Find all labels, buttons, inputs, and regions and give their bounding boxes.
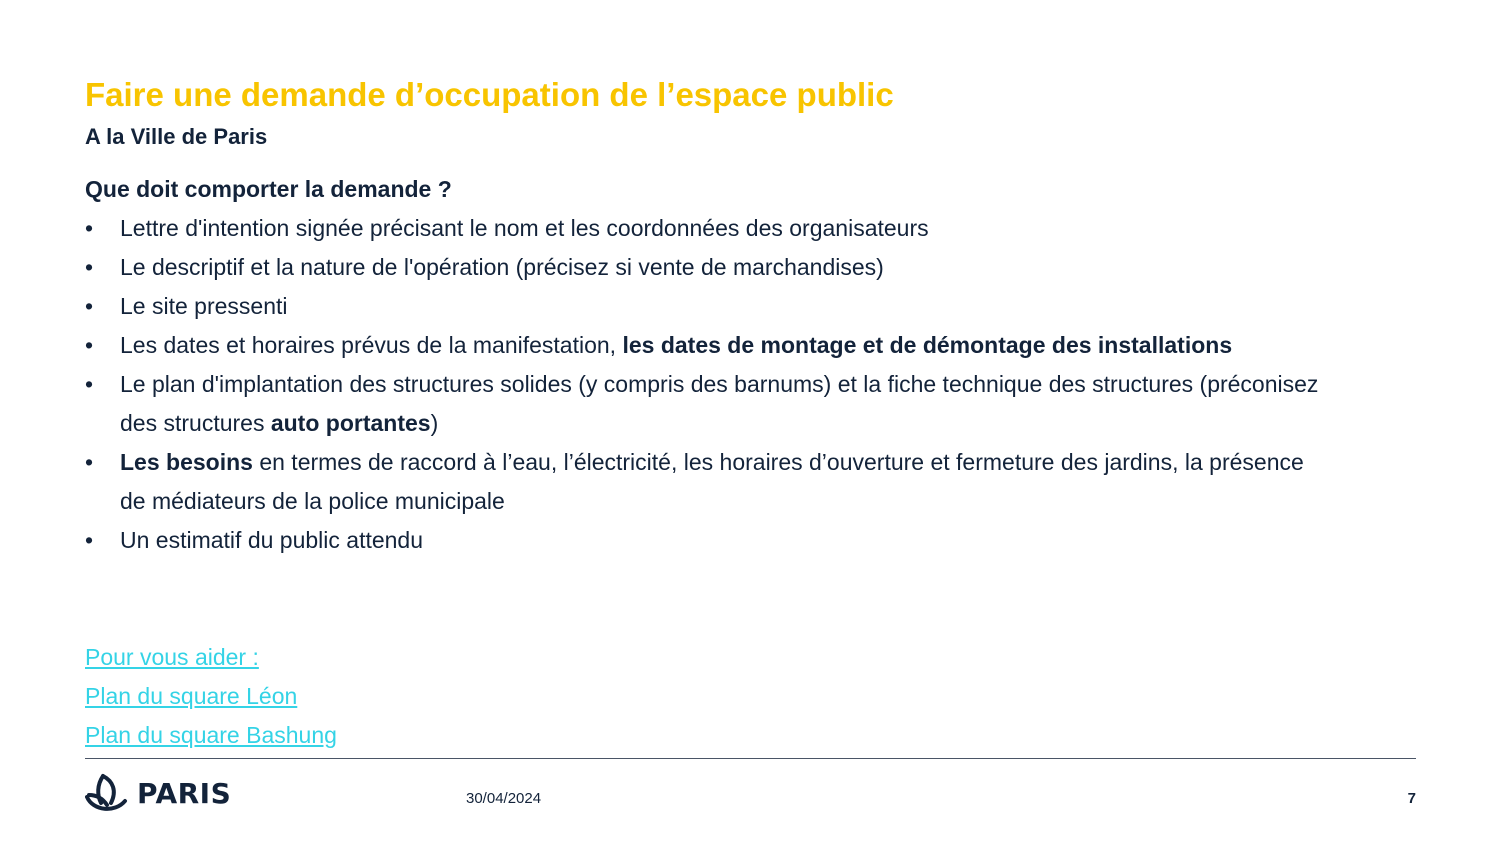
help-links xyxy=(85,638,337,755)
list-item-text-end: en termes de raccord à l’eau, l’électricité, les horaires d’ouverture et fermeture des jardins, la présence de médiateurs de la police municipale xyxy=(120,449,1304,514)
bullet-icon: • xyxy=(85,254,94,280)
list-item xyxy=(85,248,1335,287)
list-item-emphasis: les dates de montage et de démontage des installations xyxy=(622,332,1233,358)
help-link[interactable]: Pour vous aider : xyxy=(85,644,259,670)
bullet-icon: • xyxy=(85,215,94,241)
list-item xyxy=(85,365,1335,443)
section-heading: Que doit comporter la demande ? xyxy=(85,176,452,202)
slide-subtitle: A la Ville de Paris xyxy=(85,124,268,149)
list-item-emphasis: auto portantes xyxy=(270,410,431,436)
list-item-text: Les dates et horaires prévus de la manifestation, xyxy=(120,332,623,358)
list-item xyxy=(85,326,1335,365)
bullet-icon: • xyxy=(85,332,94,358)
paris-logo xyxy=(85,773,231,813)
list-item xyxy=(85,209,1335,248)
logo-wordmark: PARIS xyxy=(137,776,232,810)
list-item-emphasis: Les besoins xyxy=(120,449,253,475)
list-item xyxy=(85,521,1335,560)
paris-ship-icon xyxy=(85,773,129,813)
bullet-icon: • xyxy=(85,371,94,397)
footer-divider xyxy=(85,758,1416,759)
list-item-text: Le descriptif et la nature de l'opération (précisez si vente de marchandises) xyxy=(120,254,884,280)
square-bashung-plan-link[interactable]: Plan du square Bashung xyxy=(85,722,337,748)
list-item xyxy=(85,443,1335,521)
slide-title: Faire une demande d’occupation de l’espace public xyxy=(85,76,894,113)
bullet-icon: • xyxy=(85,527,94,553)
square-leon-plan-link[interactable]: Plan du square Léon xyxy=(85,683,298,709)
list-item-text-end: ) xyxy=(430,410,439,436)
list-item-text: Un estimatif du public attendu xyxy=(120,527,424,553)
list-item-text: Lettre d'intention signée précisant le nom et les coordonnées des organisateurs xyxy=(120,215,929,241)
requirements-list xyxy=(85,209,1335,560)
bullet-icon: • xyxy=(85,449,94,475)
list-item-text: Le site pressenti xyxy=(120,293,288,319)
page-number: 7 xyxy=(1407,790,1416,807)
content-block xyxy=(85,170,1335,560)
bullet-icon: • xyxy=(85,293,94,319)
footer-date: 30/04/2024 xyxy=(466,790,542,807)
list-item-text: Le plan d'implantation des structures solides (y compris des barnums) et la fiche technique des structures (préconisez des structures xyxy=(120,371,1319,436)
list-item xyxy=(85,287,1335,326)
